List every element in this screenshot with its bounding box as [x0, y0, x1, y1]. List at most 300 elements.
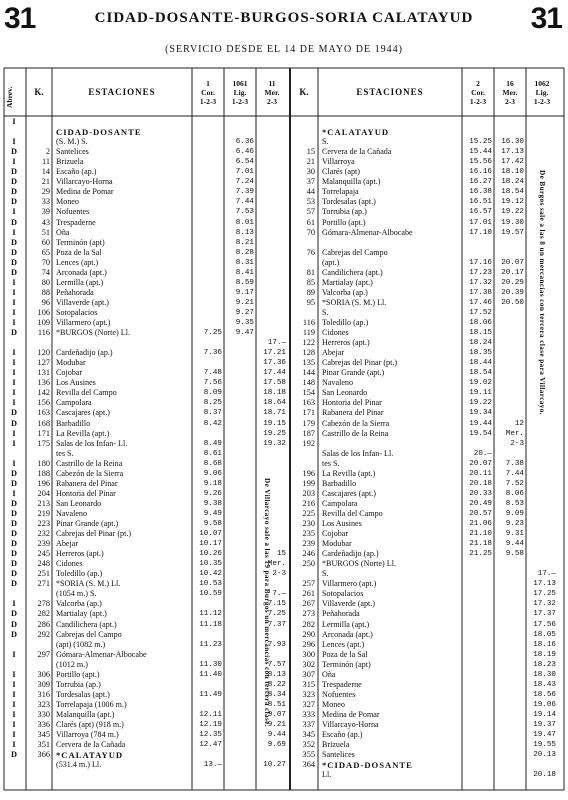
time-cell: 18.56	[533, 690, 556, 699]
km-value: 128	[302, 348, 315, 358]
km-value: 116	[37, 328, 50, 338]
time-cell: 20.—	[473, 449, 492, 458]
km-value: 351	[37, 740, 50, 750]
km-value: 345	[302, 730, 315, 740]
station-name: Modubar	[56, 358, 86, 368]
train-right-2-no: 16	[506, 79, 514, 88]
km-value: 216	[302, 498, 315, 508]
time-cell: 18.30	[533, 670, 556, 679]
km-value: 364	[302, 760, 315, 770]
time-cell: 9.35	[235, 319, 254, 327]
time-cell: 15	[276, 550, 286, 559]
km-value: 44	[306, 187, 315, 197]
time-cell: 10.35	[199, 560, 222, 569]
time-cell: 9.38	[203, 499, 222, 508]
km-value: 37	[306, 177, 315, 187]
station-name: Peñahorada	[322, 609, 360, 619]
km-value: 323	[302, 689, 315, 699]
station-name: *BURGOS (Norte) Ll.	[56, 328, 130, 338]
abrev-code: D	[11, 629, 17, 639]
time-cell: 18.16	[533, 640, 556, 649]
train-left-2-cls: Lig.	[233, 88, 247, 97]
time-cell: 17.44	[263, 369, 286, 378]
km-value: 33	[41, 197, 50, 207]
abrev-code: I	[12, 297, 16, 307]
km-value: 239	[302, 539, 315, 549]
time-cell: 7.57	[267, 660, 286, 669]
time-cell: 12.47	[199, 741, 222, 750]
time-cell: 12.11	[199, 710, 222, 719]
station-name: La Revilla (apt.)	[322, 468, 376, 478]
time-cell: 21.18	[469, 540, 492, 549]
abrev-code: I	[12, 137, 16, 147]
time-cell: 7.44	[235, 198, 254, 207]
page-number-right: 31	[530, 2, 562, 35]
abrev-code: D	[11, 519, 17, 528]
time-cell: 8.37	[203, 409, 222, 418]
km-value: 76	[306, 247, 315, 257]
km-value: 246	[302, 549, 315, 559]
time-cell: 9.26	[203, 489, 222, 498]
km-value: 292	[37, 629, 50, 639]
station-name: Campolara	[322, 498, 358, 508]
km-value: 204	[37, 488, 50, 498]
km-value: 232	[37, 529, 50, 539]
station-name: Brizuela	[56, 157, 84, 167]
time-cell: 18.19	[533, 650, 556, 659]
km-value: 187	[302, 428, 315, 438]
abrev-code: D	[11, 539, 17, 549]
station-name: La Revilla (apt.)	[56, 428, 110, 438]
time-cell: 20.17	[501, 268, 524, 277]
time-cell: 2-3	[510, 439, 524, 448]
km-value: 51	[41, 227, 50, 237]
station-name: Rabanera del Pinar	[322, 408, 384, 418]
station-name: Poza de la Sal	[56, 247, 102, 257]
station-name: (1012 m.)	[56, 659, 88, 669]
station-name: Salas de los Infan- Ll.	[56, 438, 128, 448]
km-value: 337	[302, 720, 315, 729]
time-cell: 21.06	[469, 520, 492, 528]
station-name: Portillo (apt.)	[56, 669, 100, 679]
km-value: 235	[302, 529, 315, 539]
station-name: Salas de los Infan- Ll.	[322, 448, 394, 458]
abrev-code: I	[12, 709, 16, 719]
station-name: Cardeñadijo (ap.)	[56, 348, 113, 358]
abrev-code: D	[11, 579, 17, 589]
station-name: Lermilla (apt.)	[322, 619, 370, 629]
km-value: 333	[302, 709, 315, 719]
station-name: Villarroya	[322, 157, 355, 167]
time-cell: 19.34	[469, 409, 492, 418]
page-title: CIDAD-DOSANTE-BURGOS-SORIA CALATAYUD	[94, 10, 474, 26]
station-name: Herreros (apt.)	[322, 338, 370, 348]
time-cell: 17.13	[501, 148, 524, 157]
station-name: Abejar	[56, 539, 79, 549]
station-name: Hontoria del Pinar	[322, 398, 382, 408]
time-cell: 19.12	[501, 198, 524, 207]
time-cell: 15.56	[469, 158, 492, 167]
time-cell: 8.53	[505, 499, 524, 508]
time-cell: 20.50	[501, 298, 524, 307]
km-value: 251	[37, 569, 50, 579]
station-name: Martialay (apt.)	[322, 277, 373, 287]
km-value: 15	[306, 147, 315, 157]
time-cell: 7.37	[267, 620, 286, 629]
abrev-code: I	[12, 318, 16, 327]
station-name: Barbadillo	[56, 418, 91, 428]
station-name: Cascajares (apt.)	[56, 408, 110, 418]
station-name: (apt) (1082 m.)	[56, 639, 106, 649]
station-name: Revilla del Campo	[56, 388, 117, 398]
time-cell: 8.34	[267, 690, 286, 699]
time-cell: 18.24	[501, 178, 524, 187]
time-cell: 7.93	[267, 640, 286, 649]
station-name: Cidones	[56, 559, 83, 569]
time-cell: 19.06	[533, 700, 556, 709]
time-cell: 11.12	[199, 610, 222, 619]
station-name: *CALATAYUD	[322, 127, 390, 138]
abrev-code: I	[12, 358, 16, 368]
station-name: Trespaderne	[56, 217, 96, 227]
time-cell: 17.21	[263, 349, 286, 358]
station-name: Poza de la Sal	[322, 649, 368, 659]
time-cell: 16.30	[501, 138, 524, 147]
station-name: Nofuentes	[56, 207, 90, 217]
km-value: 316	[37, 689, 50, 699]
time-cell: 19.47	[533, 731, 556, 740]
abrev-code: I	[12, 307, 16, 317]
time-cell: 9.44	[505, 540, 524, 549]
km-value: 309	[37, 679, 50, 689]
km-value: 2	[45, 147, 50, 157]
km-value: 282	[37, 609, 50, 619]
time-cell: 8.31	[235, 258, 254, 267]
time-cell: 8.51	[267, 700, 286, 709]
train-left-3-cls: Mer.	[264, 88, 280, 97]
time-cell: 7.15	[267, 600, 286, 609]
time-cell: 17.13	[533, 580, 556, 589]
station-name: Clarés (apt)	[322, 167, 360, 177]
time-cell: 18.18	[263, 389, 286, 398]
time-cell: 20.07	[469, 459, 492, 468]
km-value: 213	[37, 498, 50, 508]
time-cell: 10.59	[199, 590, 222, 599]
station-name: Villarroya (784 m.)	[56, 730, 119, 740]
station-name: Sotopalacios	[322, 589, 364, 599]
km-value: 136	[37, 378, 50, 388]
km-value: 192	[302, 438, 315, 448]
service-subtitle: (SERVICIO DESDE EL 14 DE MAYO DE 1944)	[165, 44, 403, 55]
km-value: 366	[37, 750, 50, 760]
abrev-code: D	[11, 619, 17, 629]
time-cell: 12.19	[199, 721, 222, 729]
km-value: 109	[37, 318, 50, 327]
time-cell: 8.06	[505, 489, 524, 498]
km-value: 95	[306, 297, 315, 307]
time-cell: 8.49	[203, 439, 222, 448]
km-value: 60	[41, 237, 50, 247]
train-right-1-no: 2	[476, 79, 480, 88]
station-name: tes S.	[322, 458, 340, 468]
time-cell: 20.29	[501, 278, 524, 287]
station-name: S.	[322, 307, 329, 317]
station-name: Trespaderne	[322, 679, 362, 689]
station-name: (531.4 m.) Ll.	[56, 760, 102, 770]
time-cell: 8.28	[235, 248, 254, 257]
time-cell: 7.01	[235, 168, 254, 177]
time-cell: 21.25	[469, 550, 492, 559]
time-cell: 17.16	[469, 258, 492, 267]
time-cell: 19.15	[263, 419, 286, 428]
km-value: 196	[302, 468, 315, 478]
time-cell: 18.43	[533, 680, 556, 689]
time-cell: 12	[514, 419, 524, 428]
abrev-code: I	[12, 699, 16, 709]
km-value: 57	[306, 207, 315, 217]
km-value: 14	[41, 167, 50, 177]
km-value: 327	[302, 699, 315, 709]
station-name: Peñahorada	[56, 287, 94, 297]
time-cell: 7.53	[235, 208, 254, 217]
station-name: Medina de Pomar	[56, 187, 114, 197]
train-right-2-sub: 2-3	[505, 97, 515, 106]
km-value: 81	[306, 267, 315, 277]
abrev-code: D	[11, 750, 17, 760]
time-cell: 7.25	[203, 329, 222, 338]
station-name: Nofuentes	[322, 689, 356, 699]
station-name: S.	[322, 569, 329, 579]
station-name: Santelices	[322, 750, 355, 760]
abrev-code: I	[12, 378, 16, 388]
km-value: 39	[41, 207, 50, 217]
station-name: Castrillo de la Reina	[322, 428, 389, 438]
km-value: 106	[37, 307, 50, 317]
km-value: 11	[42, 157, 50, 167]
station-name: Brizuela	[322, 740, 350, 750]
station-name: Sotopalacios	[56, 307, 98, 317]
station-name: Oña	[56, 227, 70, 237]
time-cell: 18.71	[263, 409, 286, 418]
km-value: 88	[41, 287, 50, 297]
time-cell: 9.07	[267, 710, 286, 719]
abrev-code: I	[12, 730, 16, 740]
station-name: Cardeñadijo (ap.)	[322, 549, 379, 559]
station-name: Martialay (apt.)	[56, 609, 107, 619]
abrev-code: I	[12, 720, 16, 729]
time-cell: 20.49	[469, 499, 492, 508]
station-name: Campolara	[56, 398, 92, 408]
km-value: 286	[37, 619, 50, 629]
station-name: CIDAD-DOSANTE	[56, 127, 142, 138]
station-name: Candilichera (apt.)	[56, 619, 117, 629]
time-cell: 9.49	[203, 509, 222, 518]
time-cell: 6.46	[235, 148, 254, 157]
station-name: (apt.)	[322, 257, 340, 267]
time-cell: 9.18	[203, 479, 222, 488]
km-value: 300	[302, 649, 315, 659]
time-cell: 8.22	[267, 680, 286, 689]
km-value: 225	[302, 508, 315, 518]
abrev-code: I	[12, 689, 16, 699]
time-cell: 7.48	[203, 369, 222, 378]
time-cell: 11.30	[199, 660, 222, 669]
time-cell: 17.58	[263, 379, 286, 388]
km-value: 116	[302, 318, 315, 327]
abrev-code: D	[11, 147, 17, 157]
time-cell: 17.52	[469, 308, 492, 317]
station-name: Malanquilla (apt.)	[322, 177, 381, 187]
time-cell: 8.68	[203, 459, 222, 468]
time-cell: 2-3	[272, 570, 286, 579]
time-cell: 17.37	[533, 610, 556, 619]
train-right-2-cls: Mer.	[502, 88, 518, 97]
time-cell: 19.22	[501, 208, 524, 217]
time-cell: 9.58	[203, 520, 222, 528]
time-cell: 18.05	[533, 630, 556, 639]
abrev-code: D	[11, 508, 17, 518]
station-name: Valcorba (ap.)	[56, 599, 102, 609]
station-name: San Leonardo	[322, 388, 368, 398]
km-value: 248	[37, 559, 50, 569]
station-name: Gómara-Almenar-Albocabe	[322, 227, 413, 237]
km-value: 290	[302, 629, 315, 639]
station-name: *BURGOS (Norte) Ll.	[322, 559, 396, 569]
time-cell: 16.57	[469, 208, 492, 217]
km-value: 43	[41, 217, 50, 227]
time-cell: 8.09	[203, 389, 222, 398]
time-cell: 8.59	[235, 278, 254, 287]
time-cell: 20.07	[501, 258, 524, 267]
train-left-1-sub: 1-2-3	[199, 97, 217, 106]
km-value: 154	[302, 388, 315, 398]
time-cell: 9.06	[203, 469, 222, 478]
abrev-code: D	[11, 478, 17, 488]
station-name: Escaño (ap.)	[56, 167, 97, 177]
station-name: Malanquilla (apt.)	[56, 709, 115, 719]
abrev-code: D	[11, 498, 17, 508]
time-cell: 18.44	[469, 359, 492, 368]
station-name: Lermilla (apt.)	[56, 277, 104, 287]
abrev-code: I	[12, 669, 16, 679]
station-name: Cervera de la Cañada	[322, 147, 392, 157]
train-right-1-sub: 1-2-3	[469, 97, 487, 106]
time-cell: 19.25	[263, 429, 286, 438]
abrev-code: I	[12, 368, 16, 378]
time-cell: 10.26	[199, 550, 222, 559]
time-cell: 8.01	[235, 218, 254, 227]
abrev-code: I	[12, 438, 16, 448]
time-cell: 20.18	[469, 479, 492, 488]
km-value: 219	[37, 508, 50, 518]
station-name: Torrelapaja (1006 m.)	[56, 699, 127, 709]
time-cell: 6.36	[235, 138, 254, 147]
station-name: Cabrejas del Campo	[322, 247, 388, 257]
station-name: Villarcayo-Horna	[322, 720, 379, 729]
station-name: Revilla del Campo	[322, 508, 383, 518]
km-value: 61	[306, 217, 315, 227]
station-name: S.	[322, 137, 329, 147]
abrev-code: I	[12, 649, 16, 659]
km-value: 250	[302, 559, 315, 569]
time-cell: 16.38	[469, 188, 492, 197]
km-value: 355	[302, 750, 315, 760]
train-right-3-cls: Lig.	[535, 88, 549, 97]
km-value: 29	[41, 187, 50, 197]
train-right-3-sub: 1-2-3	[533, 97, 551, 106]
km-value: 171	[37, 428, 50, 438]
time-cell: 18.24	[469, 339, 492, 348]
abrev-code: I	[12, 277, 16, 287]
time-cell: 13.—	[203, 761, 222, 770]
abrev-code: I	[12, 488, 16, 498]
time-cell: 9.27	[235, 308, 254, 317]
km-value: 273	[302, 609, 315, 619]
km-value: 199	[302, 478, 315, 488]
time-cell: 6.54	[235, 158, 254, 167]
time-cell: 19.37	[533, 721, 556, 729]
time-cell: 17.—	[267, 339, 286, 348]
abrev-code: I	[12, 117, 16, 126]
station-name: (1054 m.) S.	[56, 589, 97, 599]
station-name: Pinar Grande (apt.)	[322, 368, 385, 378]
station-name: Herreros (apt.)	[56, 549, 104, 559]
station-name: Terminón (apt)	[56, 237, 105, 247]
km-value: 70	[41, 257, 50, 267]
train-right-1-cls: Cor.	[471, 88, 485, 97]
time-cell: 17.—	[537, 570, 556, 579]
abrev-code: D	[11, 418, 17, 428]
time-cell: 7.38	[505, 459, 524, 468]
header-stations-right: ESTACIONES	[356, 87, 424, 97]
note-burgos-freight: De Burgos sale a las 8 un mercancías con tercera clase para Villarcayo.	[538, 170, 546, 415]
abrev-code: I	[12, 740, 16, 750]
time-cell: 7.—	[272, 590, 286, 599]
station-name: Villarmero (apt.)	[322, 579, 377, 589]
time-cell: Mer.	[505, 429, 524, 438]
abrev-code: D	[11, 468, 17, 478]
station-name: Cabrejas del Campo	[56, 629, 122, 639]
time-cell: 20.11	[469, 469, 492, 478]
station-name: Tordesalas (apt.)	[56, 689, 110, 699]
time-cell: 9.21	[235, 298, 254, 307]
abrev-code: D	[11, 177, 17, 187]
abrev-code: D	[11, 549, 17, 559]
abrev-code: I	[12, 599, 16, 609]
km-value: 239	[37, 539, 50, 549]
km-value: 89	[306, 287, 315, 297]
km-value: 163	[37, 408, 50, 418]
km-value: 315	[302, 679, 315, 689]
km-value: 180	[37, 458, 50, 468]
km-value: 245	[37, 549, 50, 559]
station-name: Cervera de la Cañada	[56, 740, 126, 750]
km-value: 336	[37, 720, 50, 729]
station-name: *CIDAD-DOSANTE	[322, 760, 413, 771]
km-value: 163	[302, 398, 315, 408]
km-value: 80	[41, 277, 50, 287]
header-km-right: K.	[299, 87, 309, 97]
time-cell: 19.55	[533, 741, 556, 750]
station-name: Modubar	[322, 539, 352, 549]
station-name: Clarés (apt) (918 m.)	[56, 720, 124, 729]
time-cell: 19.30	[501, 218, 524, 227]
km-value: 168	[37, 418, 50, 428]
station-name: Barbadillo	[322, 478, 357, 488]
station-name: Escaño (ap.)	[322, 730, 363, 740]
station-name: Villaverde (apt.)	[322, 599, 375, 609]
station-name: Gómara-Almenar-Albocabe	[56, 649, 147, 659]
